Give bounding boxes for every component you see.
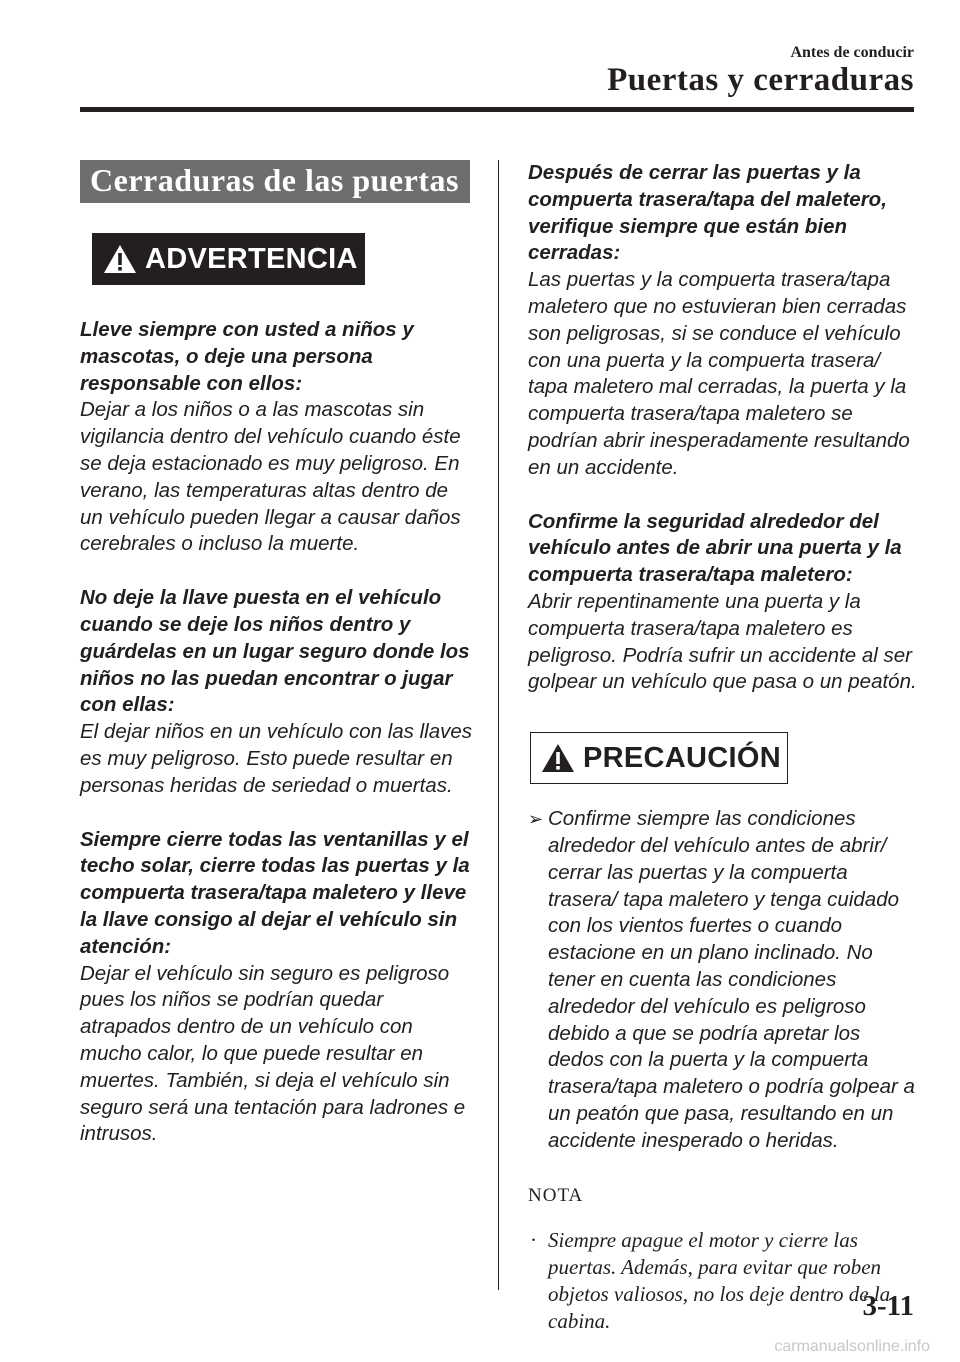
warning-heading: Confirme la seguridad alrededor del vehículo antes de abrir una puerta y la compuerta trasera/tapa maletero: (528, 509, 902, 587)
note-item-text: Siempre apague el motor y cierre las puertas. Además, para evitar que roben objetos valiosos, no los deje dentro de la cabina. (548, 1227, 891, 1333)
note-item (528, 1227, 920, 1335)
caution-icon (541, 743, 575, 773)
arrow-bullet-icon: ➢ (528, 809, 544, 830)
bullet-dot-icon: · (530, 1227, 537, 1252)
left-column (80, 160, 475, 1148)
header-section: Antes de conducir (790, 44, 914, 61)
warning-text: Dejar a los niños o a las mascotas sin vigilancia dentro del vehículo cuando éste se deja estacionado es muy peligroso. En verano, las temperaturas altas dentro de un vehículo pueden llegar a causar daños cerebrales o incluso la muerte. (80, 398, 461, 556)
warning-label: ADVERTENCIA (145, 242, 358, 275)
warning-text: Las puertas y la compuerta trasera/tapa maletero que no estuvieran bien cerradas son peligrosas, si se conduce el vehículo con una puerta y la compuerta trasera/ tapa maletero mal cerradas, la puerta y la compuerta trasera/tapa maletero se podrían abrir inesperadamente resultando en un accidente. (528, 268, 910, 479)
warning-heading: Después de cerrar las puertas y la compuerta trasera/tapa del maletero, verifique siempre que están bien cerradas: (528, 161, 887, 265)
page-number: 3-11 (862, 1290, 914, 1322)
warning-paragraph (528, 509, 920, 697)
warning-paragraph (80, 317, 475, 558)
section-heading: Cerraduras de las puertas (80, 160, 470, 203)
warning-heading: No deje la llave puesta en el vehículo cuando se deje los niños dentro y guárdelas en un lugar seguro donde los niños no las puedan encontrar o jugar con ellas: (80, 586, 470, 717)
warning-heading: Siempre cierre todas las ventanillas y el techo solar, cierre todas las puertas y la compuerta trasera/tapa maletero y lleve la llave consigo al dejar el vehículo sin atención: (80, 827, 470, 958)
warning-badge (92, 233, 365, 285)
caution-item-text: Confirme siempre las condiciones alrededor del vehículo antes de abrir/ cerrar las puertas y la compuerta trasera/ tapa maletero y tenga cuidado con los vientos fuertes o cuando estacione en un plano inclinado. No tener en cuenta las condiciones alrededor del vehículo es peligroso debido a que se podría apretar los dedos con la puerta y la compuerta trasera/tapa maletero o podría golpear a un peatón que pasa, resultando en un accidente inesperado o heridas. (548, 807, 915, 1152)
warning-paragraph (80, 827, 475, 1149)
warning-paragraph (528, 160, 920, 482)
header-rule (80, 107, 914, 112)
caution-list (528, 806, 920, 1154)
header-title: Puertas y cerraduras (607, 62, 914, 98)
caution-label: PRECAUCIÓN (583, 741, 781, 774)
caution-item (528, 806, 920, 1154)
warning-text: Dejar el vehículo sin seguro es peligroso pues los niños se podrían quedar atrapados dentro de un vehículo con mucho calor, lo que puede resultar en muertes. También, si deja el vehículo sin seguro será una tentación para ladrones e intrusos. (80, 961, 466, 1146)
warning-icon (103, 244, 137, 274)
warning-paragraph (80, 585, 475, 799)
warning-heading: Lleve siempre con usted a niños y mascotas, o deje una persona responsable con ellos: (80, 318, 414, 395)
column-divider (498, 160, 499, 1290)
warning-text: El dejar niños en un vehículo con las llaves es muy peligroso. Esto puede resultar en personas heridas de seriedad o muertas. (80, 720, 473, 797)
right-column (528, 160, 920, 1335)
caution-badge (530, 732, 788, 784)
note-title: NOTA (528, 1184, 584, 1206)
watermark: carmanualsonline.info (774, 1338, 930, 1355)
warning-text: Abrir repentinamente una puerta y la compuerta trasera/tapa maletero es peligroso. Podría sufrir un accidente al ser golpear un vehículo que pasa o un peatón. (528, 589, 917, 694)
